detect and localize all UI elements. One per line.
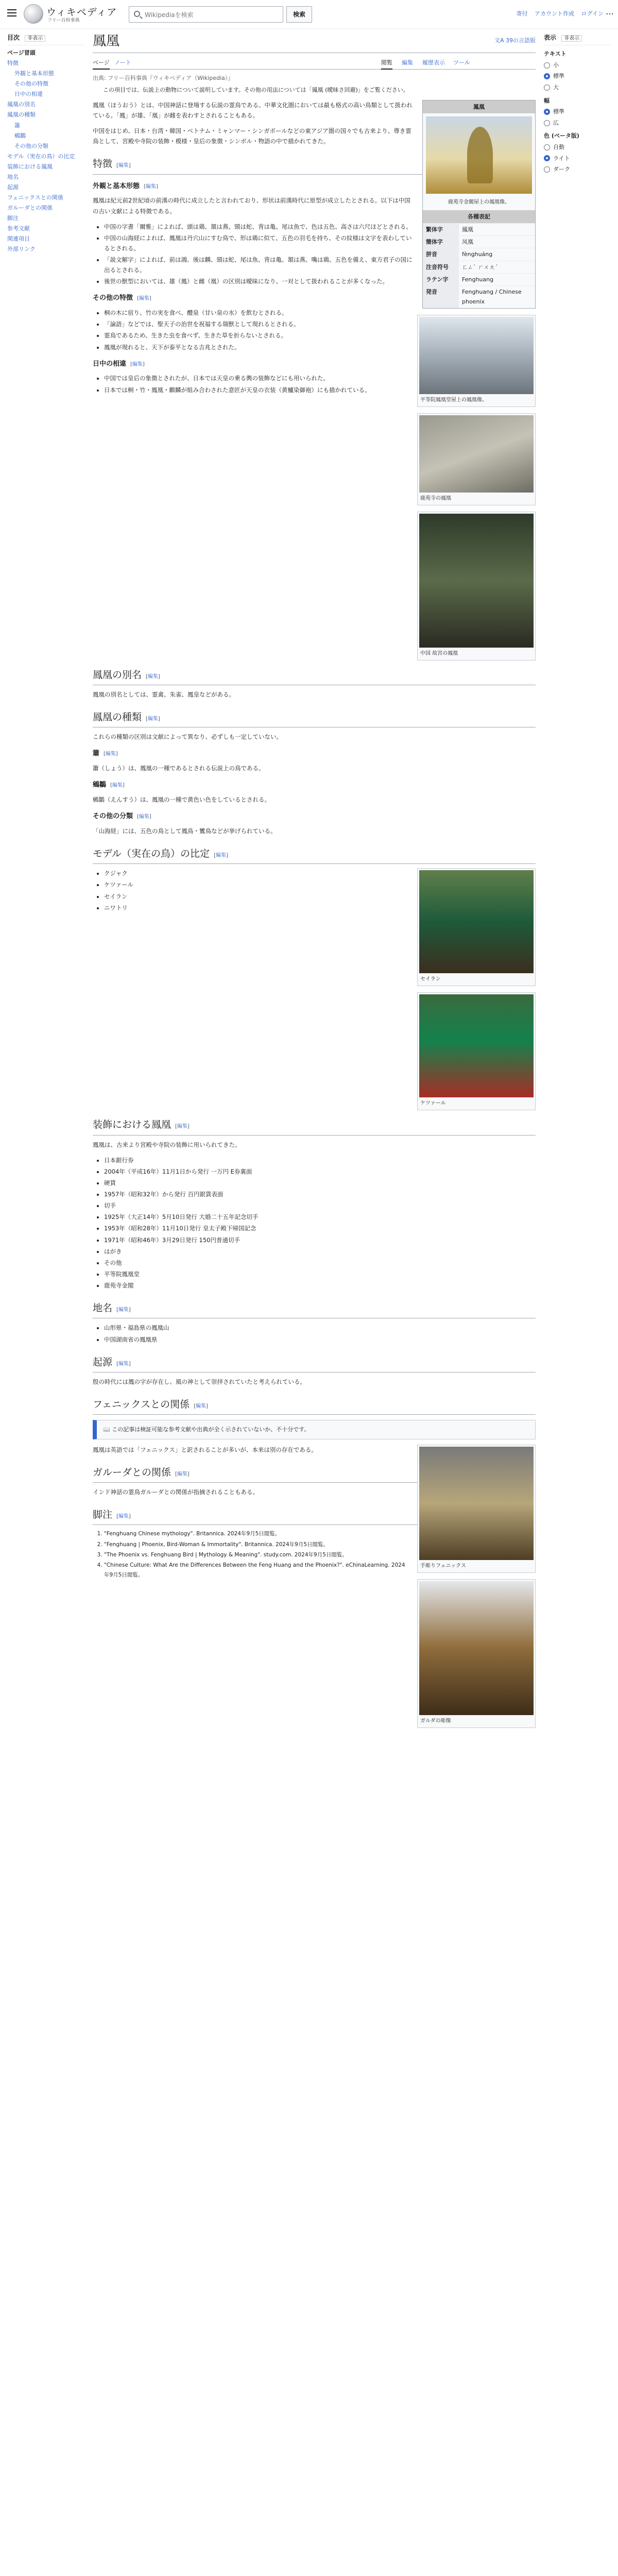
section-title: 起源	[93, 1356, 113, 1368]
notice-icon: 📖	[103, 1426, 112, 1433]
radio-label: 標準	[553, 73, 564, 80]
edit-link[interactable]: [編集]	[110, 783, 125, 789]
toc-item[interactable]: 特徴	[7, 60, 19, 67]
toc-item[interactable]: その他の分類	[14, 142, 48, 149]
infobox-table-title: 各種表記	[423, 210, 535, 223]
list-item: • 中国の字書「爾雅」によれば、頭は鶏、頷は燕、頸は蛇、背は亀、尾は魚で、色は五色、高さは六尺ほどとされる。	[104, 222, 536, 232]
figure	[417, 1579, 536, 1728]
list-item: • 中国湖南省の鳳凰県	[104, 1334, 536, 1345]
toc-item[interactable]: 鳳凰の種類	[7, 111, 36, 118]
infobox-row	[423, 248, 535, 261]
tab-read[interactable]: 閲覧	[381, 58, 392, 70]
list-item: • 硬貨	[104, 1178, 536, 1188]
radio-label: ライト	[553, 155, 570, 162]
list-item: 3. "The Phoenix vs. Fenghuang Bird | Mythology & Meaning". study.com. 2024年9月5日閲覧。	[104, 1550, 536, 1560]
section-heading	[93, 1300, 536, 1318]
toc-item[interactable]: 装飾における鳳凰	[7, 163, 53, 170]
radio-option[interactable]	[544, 165, 611, 174]
infobox-row	[423, 286, 535, 308]
hatnote: この項目では、伝説上の動物について説明しています。その他の用法については「鳳凰 (曖昧さ回避)」をご覧ください。	[103, 87, 409, 94]
infobox-value: ㄈㄥˋ ㄏㄨㄤˊ	[459, 261, 535, 273]
list-item: • 鹿苑寺金閣	[104, 1280, 536, 1291]
main-menu-icon[interactable]	[7, 9, 16, 16]
paragraph: 「山海経」には、五色の鳥として鳳鳥・鸞鳥などが挙げられている。	[93, 827, 277, 835]
edit-link[interactable]: [編集]	[116, 1514, 131, 1520]
paragraph: 鳳凰は英語では「フェニックス」と訳されることが多いが、本来は別の存在である。	[93, 1446, 317, 1453]
paragraph: 鳳凰は、古来より宮殿や寺院の装飾に用いられてきた。	[93, 1141, 241, 1148]
list-item: • クジャク	[104, 868, 536, 878]
infobox-key: 拼音	[423, 248, 459, 261]
edit-link[interactable]: [編集]	[144, 183, 158, 190]
list-item: • 1953年（昭和28年）11月10日発行 皇太子殿下帰国記念	[104, 1223, 536, 1233]
list-item: • 桐の木に宿り、竹の実を食べ、醴泉（甘い泉の水）を飲むとされる。	[104, 308, 536, 318]
radio-button-icon[interactable]	[544, 109, 550, 115]
infobox-key: 注音符号	[423, 261, 459, 273]
radio-button-icon[interactable]	[544, 155, 550, 161]
subsection-title: 簫	[93, 750, 100, 758]
paragraph: インド神話の霊鳥ガルーダとの関係が指摘されることもある。	[93, 1488, 259, 1496]
list-item: • 1925年（大正14年）5月10日発行 大婚二十五年記念切手	[104, 1212, 536, 1222]
toc-item[interactable]: フェニックスとの関係	[7, 194, 63, 201]
figure	[417, 1445, 536, 1573]
infobox-row	[423, 236, 535, 248]
radio-label: 小	[553, 61, 559, 69]
toc-item[interactable]: 鳳凰の別名	[7, 101, 36, 108]
infobox-caption: 鹿苑寺金閣屋上の鳳凰像。	[448, 199, 510, 206]
section-heading	[93, 1354, 536, 1372]
edit-link[interactable]: [編集]	[130, 361, 145, 367]
user-links	[511, 9, 604, 19]
radio-label: 標準	[553, 108, 564, 115]
article-body	[93, 100, 536, 1724]
radio-button-icon[interactable]	[544, 144, 550, 150]
paragraph: 鵷鶵（えんすう）は、鳳凰の一種で黄色い色をしているとされる。	[93, 796, 270, 804]
toc-item[interactable]: 鵷鶵	[14, 132, 26, 139]
toc-item[interactable]: 関連項目	[7, 235, 30, 243]
paragraph: これらの種類の区別は文献によって異なり、必ずしも一定していない。	[93, 733, 282, 741]
language-button[interactable]	[494, 36, 536, 45]
toc-item[interactable]: モデル（実在の鳥）の比定	[7, 152, 75, 160]
list-item: • はがき	[104, 1246, 536, 1257]
subsection-title: その他の特徴	[93, 294, 133, 302]
section-title: 脚注	[93, 1509, 113, 1521]
site-header	[0, 0, 618, 29]
figure-caption: ケツァール	[420, 1100, 446, 1107]
figure-caption: セイラン	[420, 976, 441, 982]
toc-hide-button[interactable]: 非表示	[25, 35, 45, 42]
section-title: モデル（実在の鳥）の比定	[93, 848, 210, 860]
infobox-key: 簡体字	[423, 236, 459, 248]
section-title: 特徴	[93, 158, 113, 170]
figure-image[interactable]	[419, 994, 534, 1097]
radio-option[interactable]	[544, 61, 611, 70]
edit-link[interactable]: [編集]	[214, 853, 228, 859]
list-item: • 中国の山海経によれば、鳳凰は丹穴山にすむ鳥で、形は鶏に似て、五色の羽毛を持ち、その紋様は文字を表わしているとされる。	[104, 233, 536, 253]
appearance-title: 表示	[544, 34, 557, 41]
radio-label: 大	[553, 83, 559, 91]
figure-caption: 鹿苑寺の鳳凰	[420, 495, 451, 501]
site-logo-tagline: フリー百科事典	[47, 18, 80, 23]
list-item: • ニワトリ	[104, 903, 536, 913]
list-item: • 霊鳥であるため、生きた虫を食べず、生きた草を折らないとされる。	[104, 330, 536, 341]
toc-item[interactable]: その他の特徴	[14, 80, 48, 88]
search-box[interactable]	[129, 6, 283, 23]
infobox-key: ラテン字	[423, 273, 459, 285]
tab-edit[interactable]: 編集	[402, 59, 413, 66]
notice-text: この記事は検証可能な参考文献や出典が全く示されていないか、不十分です。	[112, 1426, 310, 1433]
list-item: • 1957年（昭和32年）から発行 百円銀貨表面	[104, 1189, 536, 1199]
list-item: • 「論語」などでは、聖天子の治世を祝福する瑞獣として現れるとされる。	[104, 319, 536, 329]
tab-history[interactable]: 履歴表示	[422, 59, 445, 66]
radio-label: 自動	[553, 143, 564, 150]
list-item: 4. "Chinese Culture: What Are the Differences Between the Feng Huang and the Phoenix?". eChinaLearning. 2024年9月5日閲覧。	[104, 1561, 536, 1580]
edit-link[interactable]: [編集]	[116, 163, 131, 169]
list-item: • 1971年（昭和46年）3月29日発行 150円普通切手	[104, 1235, 536, 1245]
figure-caption: 手彫りフェニックス	[420, 1563, 466, 1569]
section-heading	[93, 845, 536, 864]
infobox-value: 凤凰	[459, 236, 535, 248]
toc-title: 目次	[7, 34, 20, 41]
toc-item[interactable]: 日中の相違	[14, 91, 43, 98]
section-title: 装飾における鳳凰	[93, 1119, 171, 1131]
edit-link[interactable]: [編集]	[116, 1307, 131, 1313]
section-title: フェニックスとの関係	[93, 1399, 190, 1411]
edit-link[interactable]: [編集]	[116, 1361, 131, 1367]
color-label: 色 (ベータ版)	[544, 132, 579, 140]
site-logo-title[interactable]: ウィキペディア	[46, 7, 117, 18]
toc-header	[7, 33, 84, 45]
appearance-panel	[544, 33, 611, 176]
figure	[417, 413, 536, 505]
edit-link[interactable]: [編集]	[137, 296, 151, 302]
radio-option[interactable]	[544, 107, 611, 116]
radio-option[interactable]	[544, 154, 611, 163]
table-of-contents	[7, 33, 84, 255]
figure-caption: 中国 故宮の鳳凰	[420, 650, 458, 656]
toc-item[interactable]: ページ冒頭	[7, 49, 36, 57]
color-options	[544, 143, 611, 174]
search-button[interactable]: 検索	[286, 6, 312, 23]
list-item: • セイラン	[104, 891, 536, 902]
section-title: 鳳凰の種類	[93, 711, 142, 723]
section-title: 地名	[93, 1302, 113, 1314]
figure-image[interactable]	[419, 514, 534, 648]
section-title: ガルーダとの関係	[93, 1466, 171, 1478]
toc-item[interactable]: 外部リンク	[7, 246, 36, 253]
list-item: • 「説文解字」によれば、前は鴻、後は麟、頸は蛇、尾は魚、背は亀、頷は燕、嘴は鶏、五色を備え、東方君子の国に出るとされる。	[104, 255, 536, 275]
list-item: • 中国では皇后の象徴とされたが、日本では天皇の乗る輿の装飾などにも用いられた。	[104, 373, 536, 383]
paragraph: 簫（しょう）は、鳳凰の一種であるとされる伝説上の鳥である。	[93, 765, 265, 772]
toc-item[interactable]: 外観と基本形態	[14, 70, 54, 77]
edit-link[interactable]: [編集]	[137, 814, 151, 820]
toc-item[interactable]: 起源	[7, 183, 19, 191]
paragraph: 鳳凰は紀元前2世紀頃の前漢の時代に成立したと言われており、形状は前漢時代に原型が成立したとされる。以下は中国の古い文献による特徴である。	[93, 197, 410, 215]
infobox-title: 鳳凰	[423, 100, 535, 113]
appearance-header	[544, 33, 611, 45]
edit-link[interactable]: [編集]	[175, 1124, 190, 1130]
infobox-image[interactable]	[426, 116, 532, 194]
width-options	[544, 107, 611, 127]
donate-link[interactable]: 寄付	[516, 10, 528, 17]
radio-option[interactable]	[544, 83, 611, 92]
infobox	[422, 100, 536, 309]
infobox-row	[423, 223, 535, 235]
infobox-row	[423, 273, 535, 285]
edit-link[interactable]: [編集]	[194, 1403, 208, 1410]
list-item: 1. "Fenghuang Chinese mythology". Britannica. 2024年9月5日閲覧。	[104, 1529, 536, 1538]
translate-icon: 文A	[494, 37, 506, 44]
bullet-list	[104, 1323, 536, 1344]
toc-item[interactable]: ガルーダとの関係	[7, 204, 53, 211]
text-size-label: テキスト	[544, 50, 566, 58]
subsection-heading	[93, 811, 536, 823]
radio-button-icon[interactable]	[544, 84, 550, 91]
infobox-value: Fenghuang / Chinese phoenix	[459, 286, 535, 308]
figure-image[interactable]	[419, 870, 534, 973]
list-item: 2. "Fenghuang | Phoenix, Bird-Woman & Immortality". Britannica. 2024年9月5日閲覧。	[104, 1540, 536, 1549]
radio-option[interactable]	[544, 118, 611, 128]
list-item: • 鳳凰が現れると、天下が泰平となる吉兆とされた。	[104, 342, 536, 352]
list-item: • ケツァール	[104, 879, 536, 890]
search-input[interactable]	[145, 10, 279, 20]
create-account-link[interactable]: アカウント作成	[535, 10, 575, 17]
section-heading	[93, 1396, 536, 1415]
infobox-value: 鳳凰	[459, 223, 535, 235]
infobox-row	[423, 261, 535, 273]
appearance-hide-button[interactable]: 非表示	[561, 35, 582, 42]
list-item: • その他	[104, 1258, 536, 1268]
radio-option[interactable]	[544, 72, 611, 81]
subsection-title: 鵷鶵	[93, 781, 107, 789]
edit-link[interactable]: [編集]	[146, 716, 160, 722]
section-title: 鳳凰の別名	[93, 669, 142, 681]
infobox-table	[423, 223, 535, 308]
toc-item[interactable]: 地名	[7, 173, 19, 180]
width-label: 幅	[544, 97, 550, 104]
figure-image[interactable]	[419, 317, 534, 394]
tab-talk[interactable]: ノート	[114, 59, 131, 66]
section-heading	[93, 667, 536, 685]
edit-link[interactable]: [編集]	[175, 1471, 190, 1477]
figure	[417, 992, 536, 1110]
main-content	[93, 33, 536, 1734]
radio-button-icon[interactable]	[544, 73, 550, 79]
figure-image[interactable]	[419, 1581, 534, 1715]
list-item: • 平等院鳳凰堂	[104, 1269, 536, 1279]
paragraph: 鳳凰の別名としては、霊禽、朱雀、鳳皇などがある。	[93, 690, 235, 698]
edit-link[interactable]: [編集]	[146, 673, 160, 680]
section-heading	[93, 1116, 536, 1135]
paragraph: 殷の時代には鳳の字が存在し、風の神として崇拝されていたと考えられている。	[93, 1378, 306, 1385]
tab-article[interactable]: ページ	[93, 58, 110, 70]
list-item: • 山形県・福島県の鳳凰山	[104, 1323, 536, 1333]
subsection-title: 日中の相違	[93, 360, 127, 368]
subsection-title: その他の分類	[93, 812, 133, 821]
intro-paragraph: 鳳凰（ほうおう）とは、中国神話に登場する伝説の霊鳥である。中華文化圏においては最も格式の高い鳥類として扱われている。「鳳」が雄、「凰」が雌を表わすとされることもある。	[93, 101, 413, 120]
citation-needed-notice	[93, 1420, 536, 1439]
infobox-key: 発音	[423, 286, 459, 308]
radio-button-icon[interactable]	[544, 62, 550, 69]
article-source-line: 出典: フリー百科事典『ウィキペディア（Wikipedia）』	[93, 74, 234, 81]
page-tabs	[93, 55, 536, 70]
language-count: 39の言語版	[506, 37, 536, 44]
text-size-options	[544, 61, 611, 92]
figure-image[interactable]	[419, 1447, 534, 1560]
list-item: • 日本銀行券	[104, 1155, 536, 1165]
subsection-heading	[93, 748, 536, 760]
figure-image[interactable]	[419, 415, 534, 493]
list-item: • 日本では桐・竹・鳳凰・麒麟が組み合わされた意匠が天皇の衣装（黄櫨染御袍）にも描かれている。	[104, 385, 536, 395]
toc-item[interactable]: 脚注	[7, 214, 19, 222]
intro-paragraph: 中国をはじめ、日本・台湾・韓国・ベトナム・ミャンマー・シンガポールなどの東アジア圏の国々でも古来より、尊き霊鳥として、宮殿や寺院の装飾・模様・皇后の象徴・シンボル・物語の中で描かれてきた。	[93, 127, 411, 145]
infobox-value: Fenghuang	[459, 273, 535, 285]
infobox-key: 繁体字	[423, 223, 459, 235]
toc-item[interactable]: 参考文献	[7, 225, 30, 232]
figure-caption: ガルダの彫像	[420, 1718, 451, 1724]
infobox-value: fènghuáng	[459, 248, 535, 261]
more-options-icon[interactable]: ⋯	[606, 9, 614, 19]
radio-button-icon[interactable]	[544, 120, 550, 126]
edit-link[interactable]: [編集]	[104, 751, 118, 757]
figure-caption: 平等院鳳凰堂屋上の鳳凰像。	[420, 397, 487, 403]
subsection-heading	[93, 779, 536, 791]
search-icon	[134, 11, 140, 17]
section-heading	[93, 709, 536, 727]
radio-label: ダーク	[553, 166, 570, 173]
tab-tools[interactable]: ツール	[453, 59, 470, 66]
radio-option[interactable]	[544, 143, 611, 152]
list-item: • 2004年（平成16年）11月1日から発行 一万円 E券裏面	[104, 1166, 536, 1177]
figure	[417, 868, 536, 986]
radio-label: 広	[553, 119, 559, 126]
list-item: • 後世の獣型においては、雄（鳳）と雌（凰）の区別は曖昧になり、一対として扱われることが多くなった。	[104, 276, 536, 286]
toc-item[interactable]: 簫	[14, 122, 20, 129]
figure	[417, 512, 536, 660]
page-title: 鳳凰	[93, 33, 536, 53]
figure	[417, 315, 536, 407]
bullet-list	[104, 1155, 536, 1291]
list-item: • 切手	[104, 1200, 536, 1211]
wikipedia-logo-icon[interactable]	[24, 4, 43, 24]
login-link[interactable]: ログイン	[581, 10, 604, 17]
toc-list	[7, 48, 84, 253]
subsection-title: 外観と基本形態	[93, 182, 140, 190]
radio-button-icon[interactable]	[544, 166, 550, 173]
